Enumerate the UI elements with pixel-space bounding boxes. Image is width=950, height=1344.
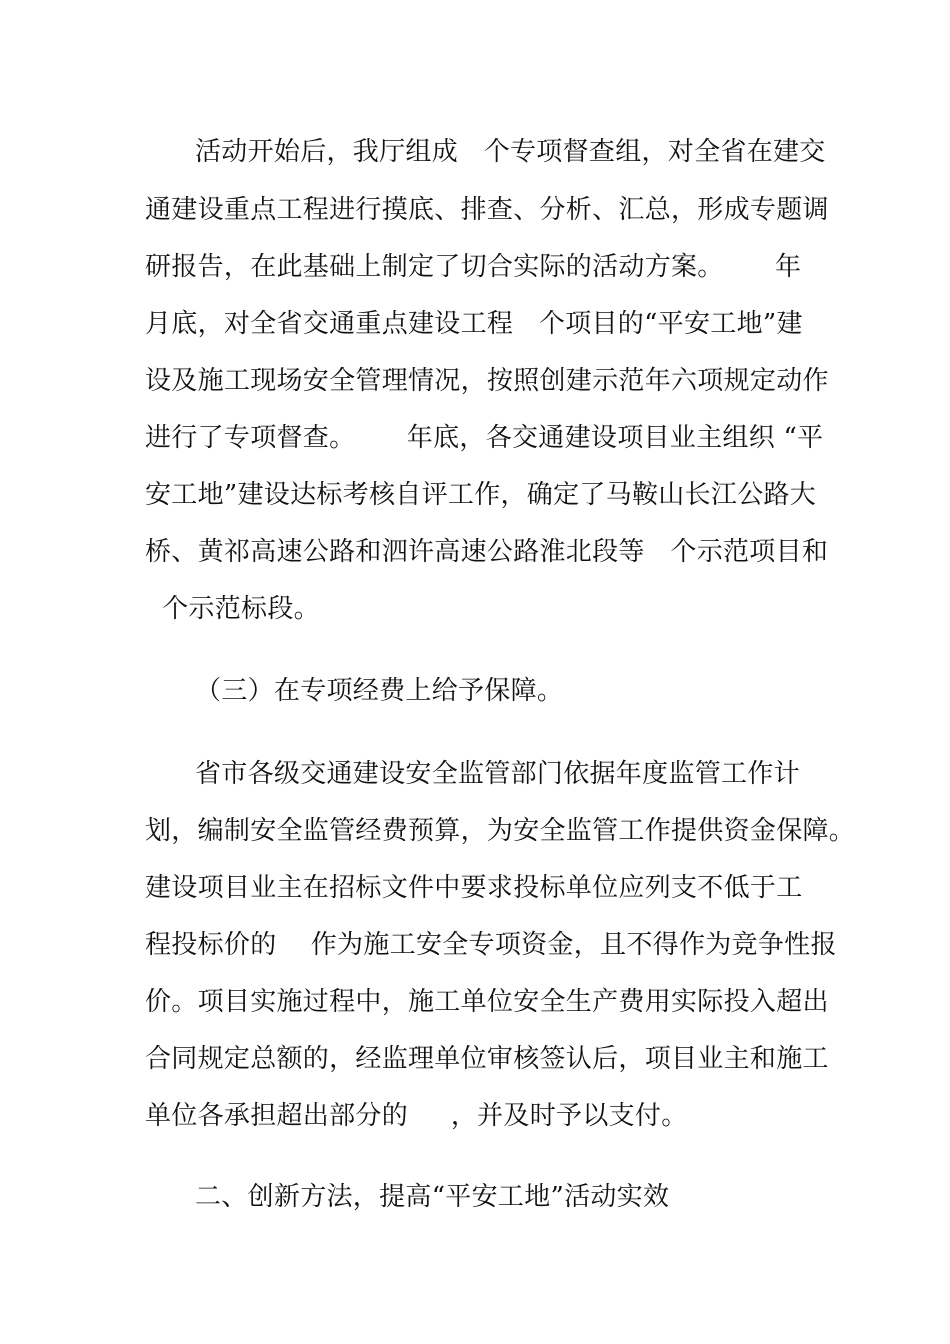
paragraph-2-line-4: 程投标价的 作为施工安全专项资金，且不得作为竞争性报 (145, 930, 837, 960)
paragraph-1-line-1: 活动开始后，我厅组成 个专项督查组，对全省在建交 (195, 137, 826, 167)
paragraph-1-line-5: 设及施工现场安全管理情况，按照创建示范年六项规定动作 (145, 366, 829, 396)
section-heading-3: （三）在专项经费上给予保障。 (195, 676, 564, 706)
paragraph-1-line-3: 研报告，在此基础上制定了切合实际的活动方案。 年 (145, 252, 802, 282)
paragraph-1-line-2: 通建设重点工程进行摸底、排查、分析、汇总，形成专题调 (145, 195, 829, 225)
paragraph-2-line-7: 单位各承担超出部分的 ，并及时予以支付。 (145, 1101, 688, 1131)
paragraph-1-line-7: 安工地”建设达标考核自评工作，确定了马鞍山长江公路大 (145, 480, 817, 510)
paragraph-2-line-5: 价。项目实施过程中，施工单位安全生产费用实际投入超出 (145, 987, 829, 1017)
paragraph-1-line-9: 个示范标段。 (145, 594, 320, 624)
paragraph-1-line-8: 桥、黄祁高速公路和泗许高速公路淮北段等 个示范项目和 (145, 537, 829, 567)
paragraph-2-line-1: 省市各级交通建设安全监管部门依据年度监管工作计 (195, 759, 800, 789)
paragraph-2-line-6: 合同规定总额的，经监理单位审核签认后，项目业主和施工 (145, 1044, 829, 1074)
paragraph-2-line-2: 划，编制安全监管经费预算，为安全监管工作提供资金保障。 (145, 816, 856, 846)
paragraph-1-line-4: 月底，对全省交通重点建设工程 个项目的“平安工地”建 (145, 309, 803, 339)
paragraph-1-line-6: 进行了专项督查。 年底，各交通建设项目业主组织 “平 (145, 423, 824, 453)
paragraph-2-line-3: 建设项目业主在招标文件中要求投标单位应列支不低于工 (145, 873, 803, 903)
section-heading-2: 二、创新方法，提高“平安工地”活动实效 (195, 1182, 670, 1212)
